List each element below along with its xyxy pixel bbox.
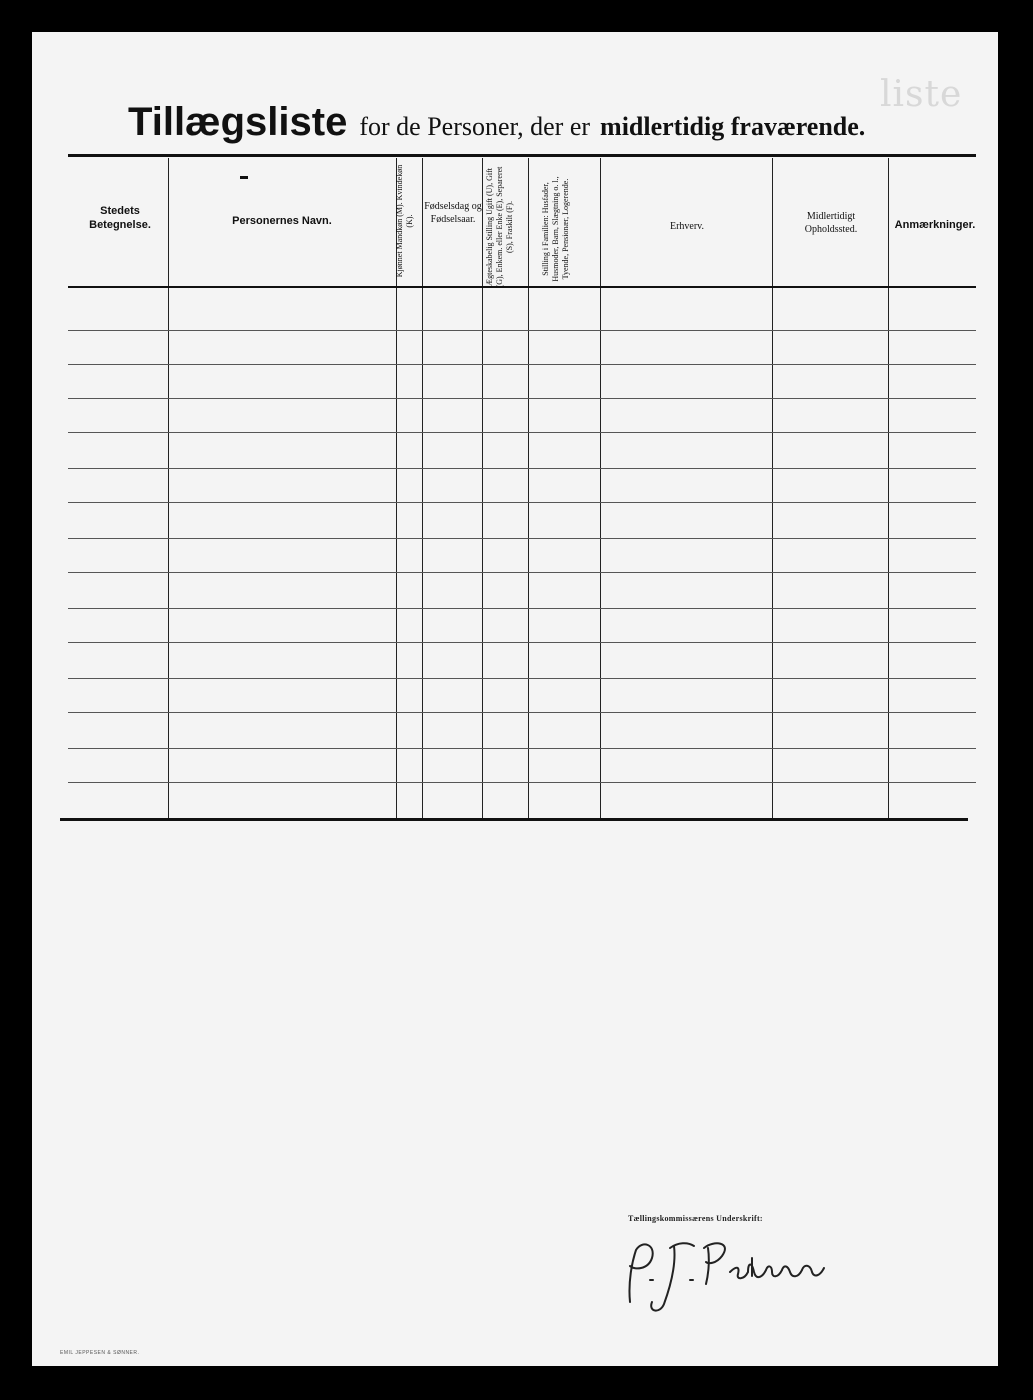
col-divider	[600, 158, 601, 818]
census-form-sheet	[32, 32, 998, 1366]
col-divider	[888, 158, 889, 818]
table-row-line	[68, 432, 976, 433]
header-anmaerkninger: Anmærkninger.	[894, 219, 976, 231]
table-row-line	[68, 502, 976, 503]
header-ophold: Midlertidigt Opholdssted.	[804, 211, 858, 235]
ink-mark	[240, 176, 248, 179]
header-familie: Stilling i Familien: Husfader, Husmoder, Barn, Slægtning o. l., Tyende, Pensionær, Logerende.	[541, 176, 570, 282]
top-rule	[68, 154, 976, 157]
table-row-line	[68, 364, 976, 365]
col-divider	[528, 158, 529, 818]
table-row-line	[68, 712, 976, 713]
header-fodsel: Fødselsdag og Fødselsaar.	[424, 201, 482, 225]
table-row-line	[68, 572, 976, 573]
signature-label: Tællingskommissærens Underskrift:	[628, 1214, 763, 1223]
col-divider	[168, 158, 169, 818]
table-row-line	[68, 748, 976, 749]
header-navn: Personernes Navn.	[232, 215, 332, 227]
faded-stamp: liste	[880, 74, 963, 115]
form-title	[128, 100, 968, 145]
col-divider	[772, 158, 773, 818]
title-middle: for de Personer, der er	[359, 112, 591, 141]
title-main: Tillægsliste	[128, 100, 348, 144]
col-divider	[422, 158, 423, 818]
header-kjon: Kjønnet Mandkøn (M). Kvindekøn (K).	[395, 164, 414, 278]
col-divider	[482, 158, 483, 818]
bottom-rule	[60, 818, 968, 821]
table-row-line	[68, 608, 976, 609]
handwritten-signature	[612, 1232, 852, 1322]
table-row-line	[68, 642, 976, 643]
table-row-line	[68, 538, 976, 539]
table-row-line	[68, 782, 976, 783]
header-aegteskab: Ægteskabelig Stilling Ugift (U), Gift (G), Enkem. eller Enke (E), Separeret (S), Fraskilt (F).	[485, 166, 514, 288]
title-bold: midlertidig fraværende.	[600, 112, 866, 141]
table-row-line	[68, 398, 976, 399]
table-row-line	[68, 678, 976, 679]
table-row-line	[68, 468, 976, 469]
printer-imprint: EMIL JEPPESEN & SØNNER.	[60, 1350, 140, 1356]
table-row-line	[68, 330, 976, 331]
header-stedets: Stedets Betegnelse.	[89, 205, 151, 232]
header-erhverv: Erhverv.	[669, 221, 705, 232]
